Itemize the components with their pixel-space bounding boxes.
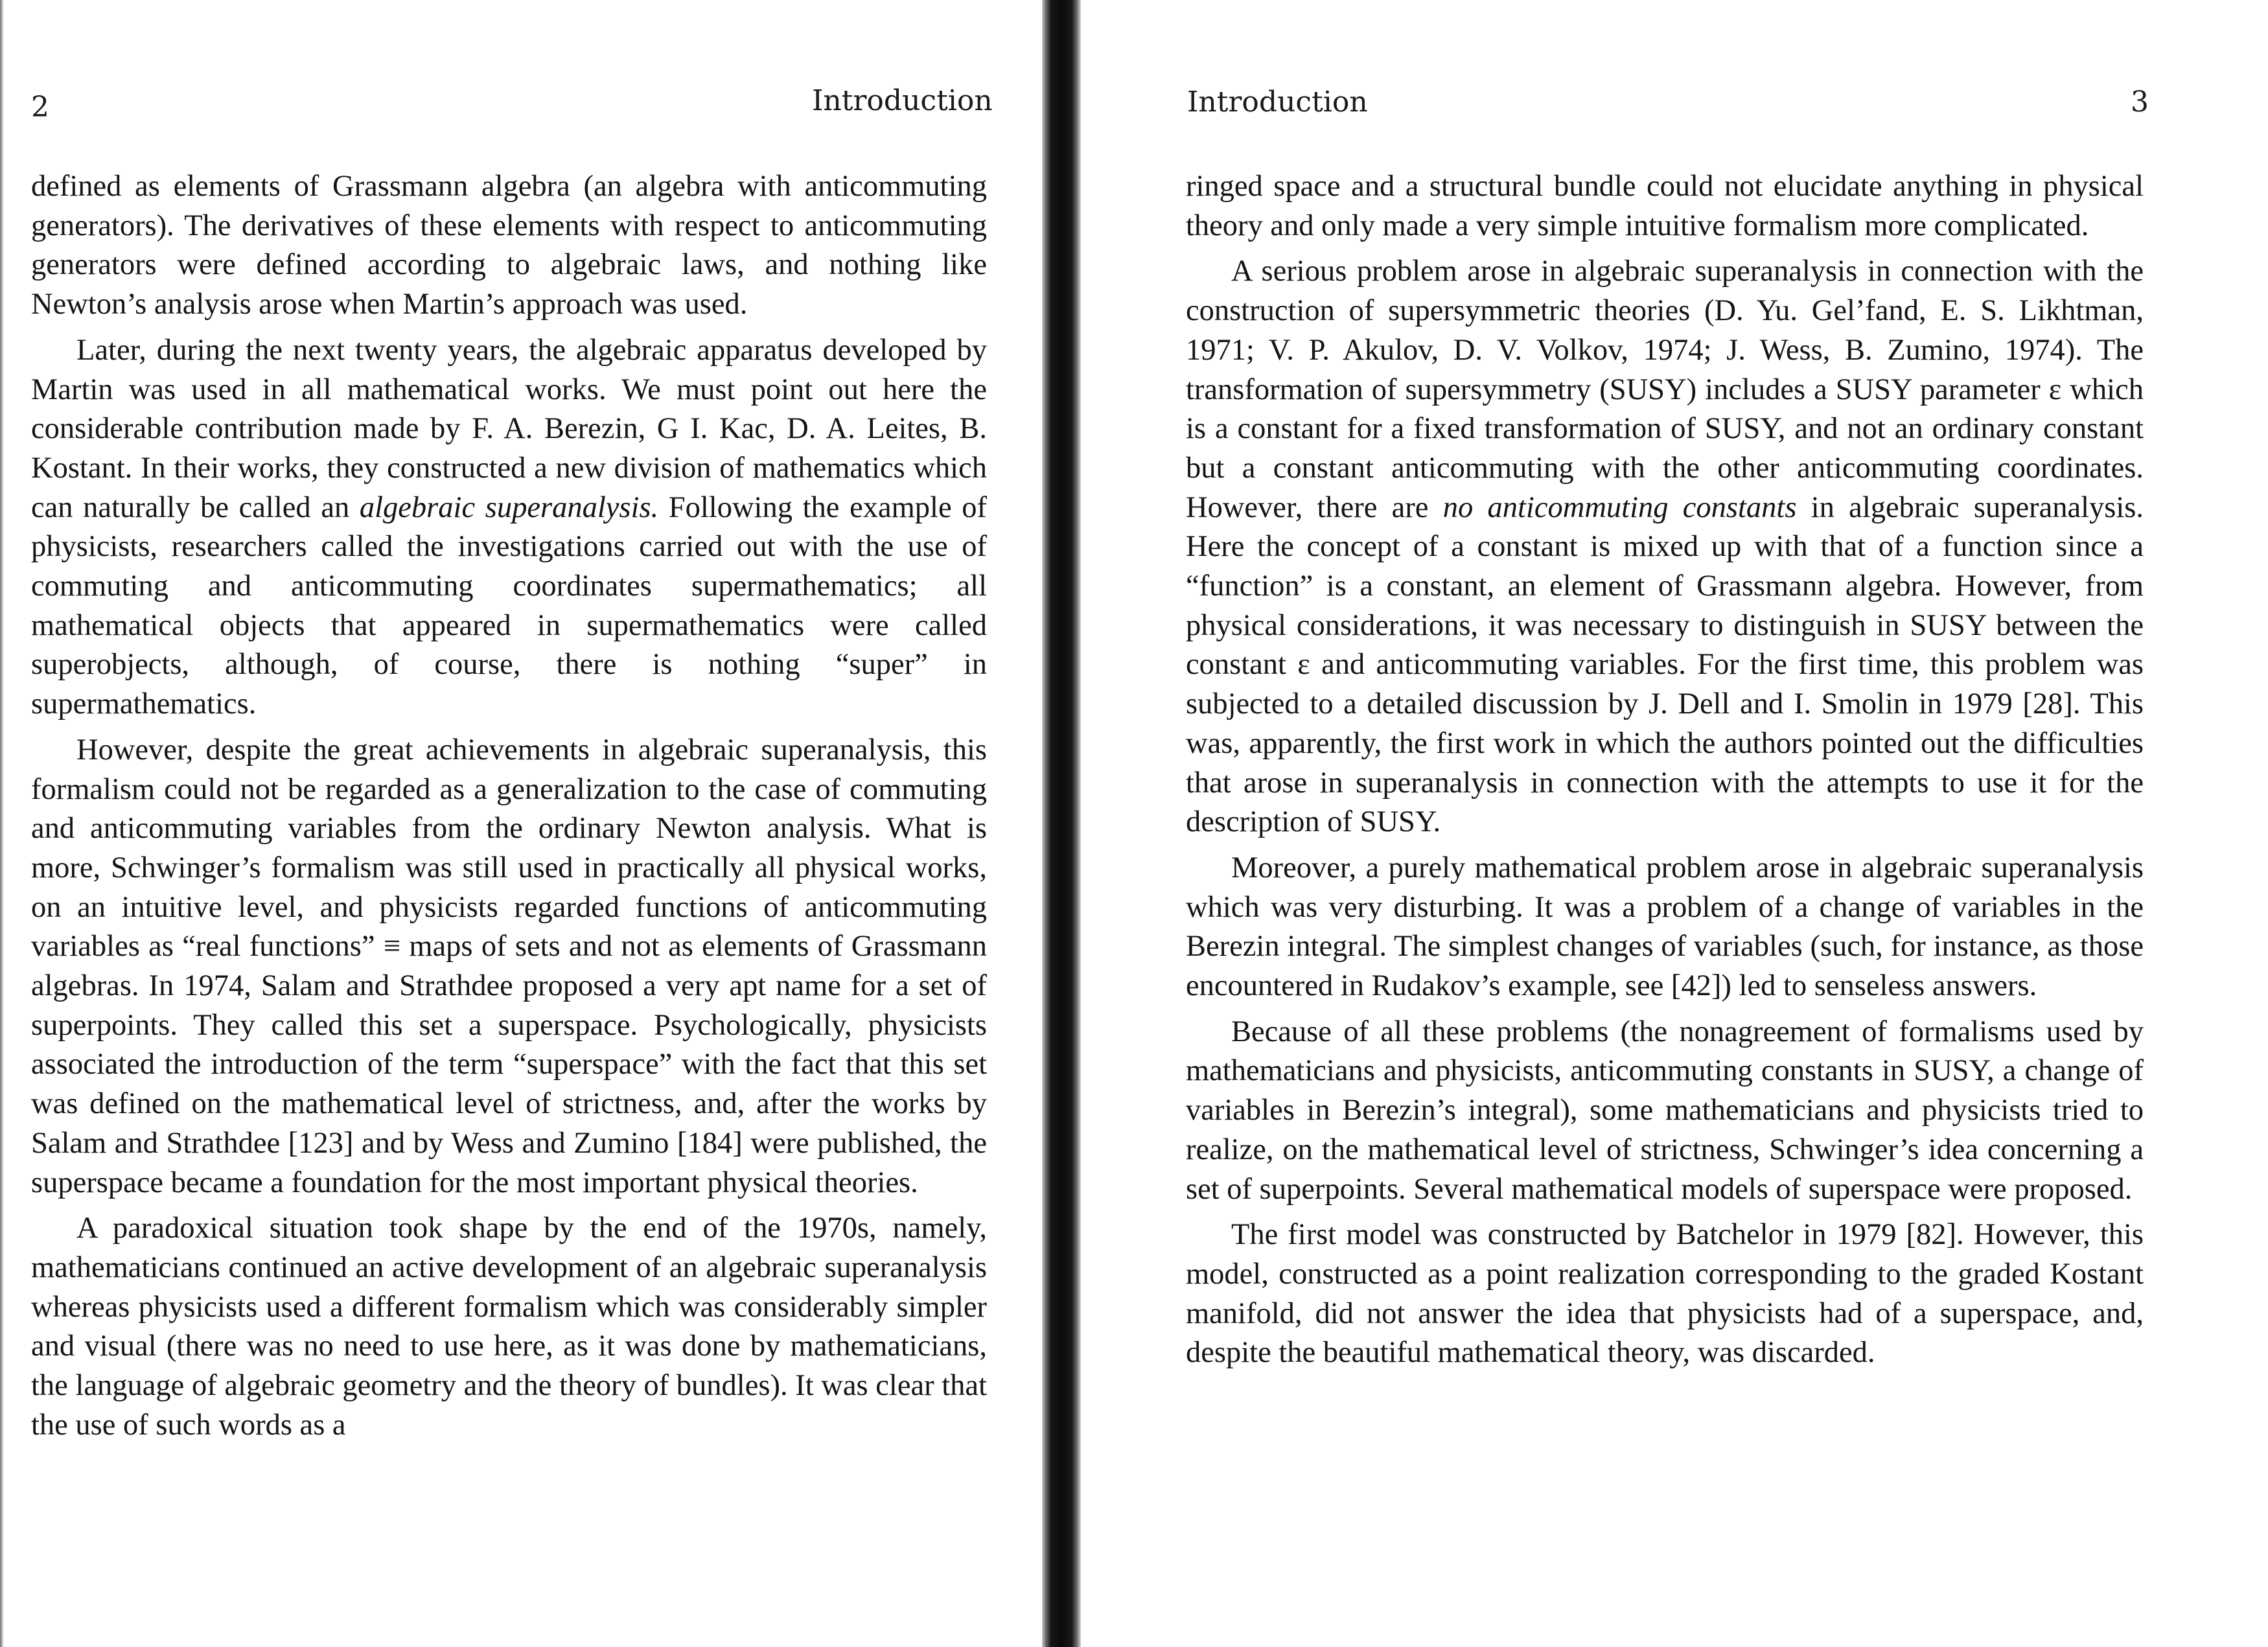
body-text [31, 167, 987, 1452]
left-page [0, 0, 1042, 1647]
paragraph: A paradoxical situation took shape by the end of the 1970s, namely, mathematicians continued an active development of an algebraic superanalysis whereas physicists used a different formalism which was considerably simpler and visual (there was no need to use here, as it was done by mathematicians, the language of algebraic geometry and the theory of bundles). It was clear that the use of such words as a [31, 1212, 987, 1442]
page-number: 3 [2131, 86, 2149, 119]
page-edge-shadow [0, 0, 4, 1647]
paragraph: The first model was constructed by Batchelor in 1979 [82]. However, this model, constructed as a point realization corresponding to the graded Kostant manifold, did not answer the idea that physicists had of a superspace, and, despite the beautiful mathematical theory, was discarded. [1186, 1218, 2144, 1370]
paragraph: Because of all these problems (the nonagreement of formalisms used by mathematicians and physicists, anticommuting constants in SUSY, a change of variables in Berezin’s integral), some mathematicians and physicists tried to realize, on the mathematical level of strictness, Schwinger’s idea concerning a set of superpoints. Several mathematical models of superspace were proposed. [1186, 1015, 2144, 1206]
page-number: 2 [31, 91, 49, 124]
running-head: Introduction [812, 84, 993, 117]
text-run: Following the example of physicists, researchers called the investigations carried out with the use of commuting and anticommuting coordinates supermathematics; all mathematical objects that appeared in supermathematics were called superobjects, although, of course, there is nothing “super” in supermathematics. [31, 490, 987, 721]
emphasized-term: no anticommuting constants [1442, 490, 1797, 524]
text-run: Later, during the next twenty years, the algebraic apparatus developed by Martin was used in all mathematical works. We must point out here the considerable contribution made by F. A. Berezin, G I. Kac, D. A. Leites, B. Kostant. In their works, they constructed a new division of mathematics which can naturally be called an [31, 333, 987, 524]
running-head: Introduction [1187, 86, 1368, 119]
body-text [1186, 167, 2144, 1379]
paragraph: ringed space and a structural bundle could not elucidate anything in physical theory and only made a very simple intuitive formalism more complicated. [1186, 170, 2144, 242]
paragraph: However, despite the great achievements in algebraic superanalysis, this formalism could not be regarded as a generalization to the case of commuting and anticommuting variables from the ordinary Newton analysis. What is more, Schwinger’s formalism was still used in practically all physical works, on an intuitive level, and physicists regarded functions of anticommuting variables as “real functions” ≡ maps of sets and not as elements of Grassmann algebras. In 1974, Salam and Strathdee proposed a very apt name for a set of superpoints. They called this set a superspace. Psychologically, physicists associated the introduction of the term “superspace” with the fact that this set was defined on the mathematical level of strictness, and, after the works by Salam and Strathdee [123] and by Wess and Zumino [184] were published, the superspace became a foundation for the most important physical theories. [31, 733, 987, 1199]
paragraph: Moreover, a purely mathematical problem arose in algebraic superanalysis which was very disturbing. It was a problem of a change of variables in the Berezin integral. The simplest changes of variables (such, for instance, as those encountered in Rudakov’s example, see [42]) led to senseless answers. [1186, 851, 2144, 1003]
paragraph [31, 331, 987, 724]
emphasized-term: algebraic superanalysis. [359, 490, 659, 524]
paragraph [1186, 252, 2144, 842]
text-run: in algebraic superanalysis. Here the concept of a constant is mixed up with that of a function since a “function” is a constant, an element of Grassmann algebra. However, from physical considerations, it was necessary to distinguish in SUSY between the constant ε and anticommuting variables. For the first time, this problem was subjected to a detailed discussion by J. Dell and I. Smolin in 1979 [28]. This was, apparently, the first work in which the authors pointed out the difficulties that arose in superanalysis in connection with the attempts to use it for the description of SUSY. [1186, 490, 2144, 839]
paragraph: defined as elements of Grassmann algebra (an algebra with anticommuting generators). The derivatives of these elements with respect to anticommuting generators were defined according to algebraic laws, and nothing like Newton’s analysis arose when Martin’s approach was used. [31, 170, 987, 321]
book-gutter [1042, 0, 1081, 1647]
text-run: A serious problem arose in algebraic superanalysis in connection with the construction of supersymmetric theories (D. Yu. Gel’fand, E. S. Likhtman, 1971; V. P. Akulov, D. V. Volkov, 1974; J. Wess, B. Zumino, 1974). The transformation of supersymmetry (SUSY) includes a SUSY parameter ε which is a constant for a fixed transformation of SUSY, and not an ordinary constant but a constant anticommuting with the other anticommuting coordinates. However, there are [1186, 255, 2144, 524]
